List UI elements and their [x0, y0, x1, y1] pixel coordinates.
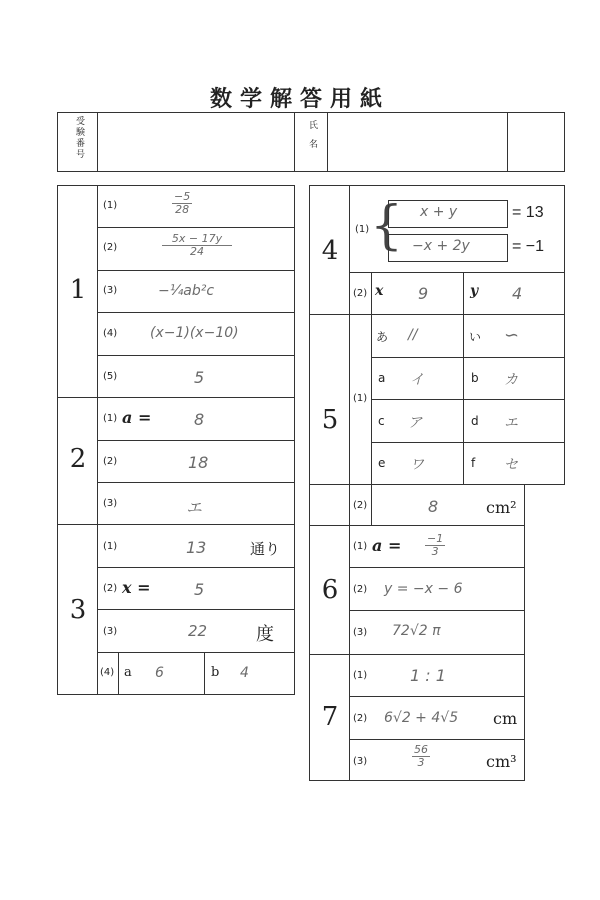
q2-2-sub: (2) [103, 456, 118, 467]
q5-cell-label: い [469, 330, 482, 344]
q5-cell-label: a [378, 371, 386, 385]
row-divider [371, 442, 565, 443]
eq1-rhs: = 13 [512, 204, 544, 221]
row-divider [349, 610, 525, 611]
q1-4-answer[interactable]: (x−1)(x−10) [150, 325, 239, 341]
q6-2-answer[interactable]: y = −x − 6 [384, 581, 463, 597]
q1-2-answer[interactable] [162, 233, 232, 258]
q3-3-unit: 度 [256, 624, 274, 645]
q7-2-answer[interactable]: 6√2 + 4√5 [384, 710, 459, 726]
q5-cell-answer[interactable]: // [408, 327, 418, 343]
q3-2-sub: (2) [103, 583, 118, 594]
cell-divider [371, 272, 372, 315]
brace: { [370, 196, 404, 256]
q5-cell-answer[interactable]: カ [504, 372, 518, 388]
q1-1-answer[interactable] [172, 191, 192, 216]
q3-3-sub: (3) [103, 626, 118, 637]
q4-2-y-label: y [470, 283, 479, 299]
q3-4-a-answer[interactable]: 6 [155, 665, 164, 681]
q7-3-sub: (3) [353, 756, 368, 767]
cell-divider [204, 652, 205, 695]
eq2-text: −x + 2y [412, 238, 470, 254]
row-divider [371, 399, 565, 400]
q7-3-num: 56 [414, 743, 428, 756]
q3-3-answer[interactable]: 22 [188, 622, 208, 640]
row-divider [97, 482, 295, 483]
q6-1-answer[interactable] [425, 533, 445, 558]
q7-1-sub: (1) [353, 670, 368, 681]
q1-2-num: 5x − 17y [162, 233, 232, 246]
q4-2-sub: (2) [353, 288, 368, 299]
question-7-number: 7 [321, 702, 339, 732]
q5-1-sub: (1) [353, 393, 368, 404]
row-divider [97, 440, 295, 441]
q5-cell-label: d [471, 414, 479, 428]
q5-cell-label: f [471, 456, 476, 470]
q2-3-sub: (3) [103, 498, 118, 509]
q5-cell-label: b [471, 371, 479, 385]
row-divider [97, 567, 295, 568]
page-title: 数学解答用紙 [209, 86, 390, 112]
q2-1-sub: (1) [103, 413, 118, 424]
q2-2-answer[interactable]: 18 [188, 453, 209, 472]
q6-1-den: 3 [431, 545, 439, 558]
q3-2-answer[interactable]: 5 [194, 580, 205, 599]
q5-cell-answer[interactable]: イ [410, 372, 424, 388]
row-divider [97, 227, 295, 228]
q4-1-sub: (1) [355, 224, 370, 235]
row-divider [97, 312, 295, 313]
q1-1-den: 28 [175, 203, 190, 216]
q1-5-sub: (5) [103, 371, 118, 382]
q4-2-x-label: x [375, 283, 384, 299]
q3-4-a-label: a [124, 665, 132, 680]
q7-1-answer[interactable]: 1 : 1 [410, 666, 446, 685]
row-divider [97, 355, 295, 356]
q1-1-sub: (1) [103, 200, 118, 211]
row-divider [349, 696, 525, 697]
q5-2-answer[interactable]: 8 [428, 497, 439, 516]
cell-divider [463, 272, 464, 315]
question-1-number: 1 [69, 275, 87, 305]
row-divider [349, 567, 525, 568]
name-label: 氏名 [307, 120, 317, 158]
exam-number-field[interactable] [99, 114, 292, 170]
q5-cell-label: e [378, 456, 386, 470]
row-divider [97, 609, 295, 610]
question-4-number: 4 [321, 236, 339, 266]
q3-1-sub: (1) [103, 541, 118, 552]
q6-3-sub: (3) [353, 627, 368, 638]
header-divider [327, 112, 328, 172]
eq2-rhs: = −1 [512, 238, 545, 255]
q1-5-answer[interactable]: 5 [194, 368, 205, 387]
row-divider [97, 652, 295, 653]
column-divider [349, 314, 350, 526]
q1-4-sub: (4) [103, 328, 118, 339]
q5-cell-answer[interactable]: エ [504, 415, 518, 431]
q5-2-sub: (2) [353, 500, 368, 511]
name-field[interactable] [329, 114, 505, 170]
q7-3-unit: cm³ [486, 752, 517, 771]
q3-1-unit: 通り [250, 540, 281, 558]
cell-divider [118, 652, 119, 695]
q7-2-sub: (2) [353, 713, 368, 724]
q2-3-answer[interactable]: エ [186, 498, 203, 517]
eq1-text: x + y [420, 204, 458, 220]
cell-divider [371, 484, 372, 526]
q5-cell-answer[interactable]: ワ [410, 457, 424, 473]
q1-2-den: 24 [190, 245, 204, 258]
column-divider [97, 185, 98, 398]
q2-1-answer[interactable]: 8 [194, 410, 205, 429]
q3-4-b-answer[interactable]: 4 [240, 665, 249, 681]
q6-1-num: −1 [427, 532, 444, 545]
q5-cell-label: c [378, 414, 385, 428]
question-2-number: 2 [69, 444, 87, 474]
q1-1-num: −5 [174, 190, 191, 203]
q5-cell-answer[interactable]: ア [408, 415, 422, 431]
column-divider [349, 525, 350, 655]
q2-1-prefix: a = [122, 408, 152, 427]
question-5-number: 5 [321, 405, 339, 435]
column-divider [349, 185, 350, 315]
q6-1-prefix: a = [372, 536, 402, 555]
header-divider [507, 112, 508, 172]
q6-1-sub: (1) [353, 541, 368, 552]
q5-2-unit: cm² [486, 498, 517, 517]
q7-2-unit: cm [493, 709, 518, 728]
q3-1-answer[interactable]: 13 [186, 538, 207, 557]
row-divider [349, 739, 525, 740]
row-divider [97, 270, 295, 271]
q6-2-sub: (2) [353, 584, 368, 595]
q3-4-sub: (4) [100, 667, 115, 678]
header-divider [97, 112, 98, 172]
exam-number-label: 受験番号 [74, 116, 84, 160]
q3-4-b-label: b [211, 665, 220, 680]
question-6-number: 6 [321, 575, 339, 605]
q5-cell-label: あ [376, 330, 389, 344]
header-divider [294, 112, 295, 172]
column-divider [349, 654, 350, 781]
column-divider [97, 397, 98, 525]
q3-2-prefix: x = [122, 578, 151, 597]
q7-3-den: 3 [417, 756, 425, 769]
q1-2-sub: (2) [103, 242, 118, 253]
question-3-number: 3 [69, 595, 87, 625]
q5-cell-answer[interactable]: セ [504, 457, 518, 473]
row-divider [349, 272, 565, 273]
q4-2-y-answer[interactable]: 4 [512, 284, 523, 303]
q4-2-x-answer[interactable]: 9 [418, 284, 429, 303]
q7-3-answer[interactable] [412, 744, 430, 769]
q6-3-answer[interactable]: 72√2 π [392, 623, 441, 639]
q1-3-sub: (3) [103, 285, 118, 296]
row-divider [371, 357, 565, 358]
q1-3-answer[interactable]: −¼ab²c [158, 283, 215, 299]
q5-cell-answer[interactable]: ∽ [504, 325, 520, 346]
